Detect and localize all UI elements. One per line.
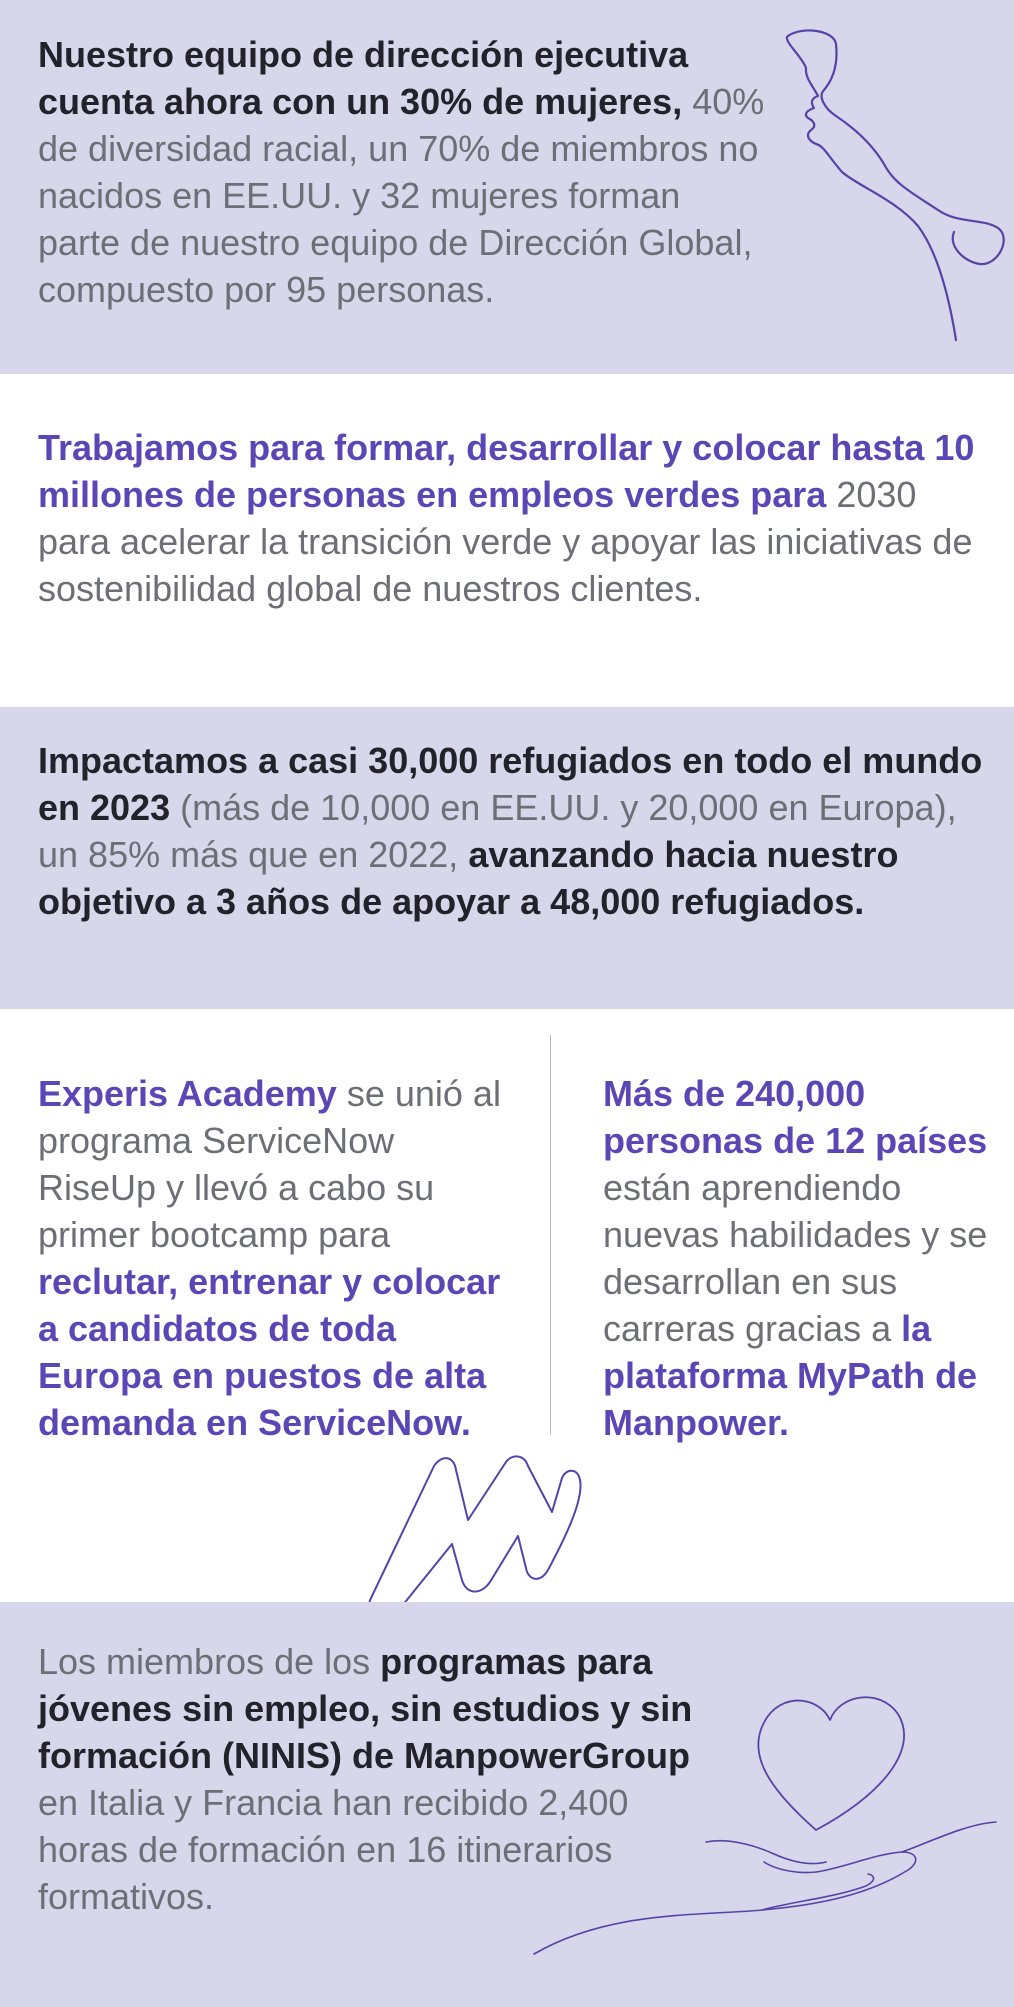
column-divider bbox=[550, 1035, 551, 1435]
ninis-panel bbox=[0, 1602, 1014, 2007]
ninis-highlight: programas para jóvenes sin empleo, sin estudios y sin formación (NINIS) de ManpowerGroup bbox=[38, 1641, 693, 1776]
leadership-body: 40% de diversidad racial, un 70% de miembros no nacidos en EE.UU. y 32 mujeres forman parte de nuestro equipo de Dirección Global, compuesto por 95 personas. bbox=[38, 81, 765, 310]
leadership-panel bbox=[0, 0, 1014, 374]
green-jobs-highlight: Trabajamos para formar, desarrollar y colocar hasta 10 millones de personas en empleos verdes para bbox=[38, 427, 975, 515]
refugees-panel bbox=[0, 707, 1014, 1009]
zigzag-logo-line-art bbox=[360, 1448, 610, 1628]
green-jobs-body: 2030 para acelerar la transición verde y apoyar las iniciativas de sostenibilidad global de nuestros clientes. bbox=[38, 474, 973, 609]
leadership-text bbox=[38, 31, 768, 313]
refugees-text bbox=[38, 737, 988, 925]
experis-body: se unió al programa ServiceNow RiseUp y llevó a cabo su primer bootcamp para bbox=[38, 1073, 501, 1255]
mypath-text bbox=[603, 1070, 998, 1446]
refugees-highlight-a: Impactamos a casi 30,000 refugiados en todo el mundo en 2023 bbox=[38, 740, 983, 828]
experis-text bbox=[38, 1070, 516, 1446]
experis-highlight-b: reclutar, entrenar y colocar a candidatos de toda Europa en puestos de alta demanda en ServiceNow. bbox=[38, 1261, 501, 1443]
heart-in-hand-line-art bbox=[530, 1692, 1000, 1952]
mypath-highlight-b: la plataforma MyPath de Manpower. bbox=[603, 1308, 978, 1443]
leadership-highlight: Nuestro equipo de dirección ejecutiva cuenta ahora con un 30% de mujeres, bbox=[38, 34, 689, 122]
refugees-highlight-b: avanzando hacia nuestro objetivo a 3 años de apoyar a 48,000 refugiados. bbox=[38, 834, 899, 922]
ninis-body-b: en Italia y Francia han recibido 2,400 horas de formación en 16 itinerarios formativos. bbox=[38, 1782, 629, 1917]
refugees-body: (más de 10,000 en EE.UU. y 20,000 en Europa), un 85% más que en 2022, bbox=[38, 787, 957, 875]
face-profile-line-art bbox=[776, 28, 1006, 348]
mypath-body: están aprendiendo nuevas habilidades y se desarrollan en sus carreras gracias a bbox=[603, 1167, 988, 1349]
ninis-body-a: Los miembros de los bbox=[38, 1641, 371, 1682]
experis-highlight-a: Experis Academy bbox=[38, 1073, 337, 1114]
green-jobs-text bbox=[38, 424, 983, 612]
mypath-highlight-a: Más de 240,000 personas de 12 países bbox=[603, 1073, 988, 1161]
